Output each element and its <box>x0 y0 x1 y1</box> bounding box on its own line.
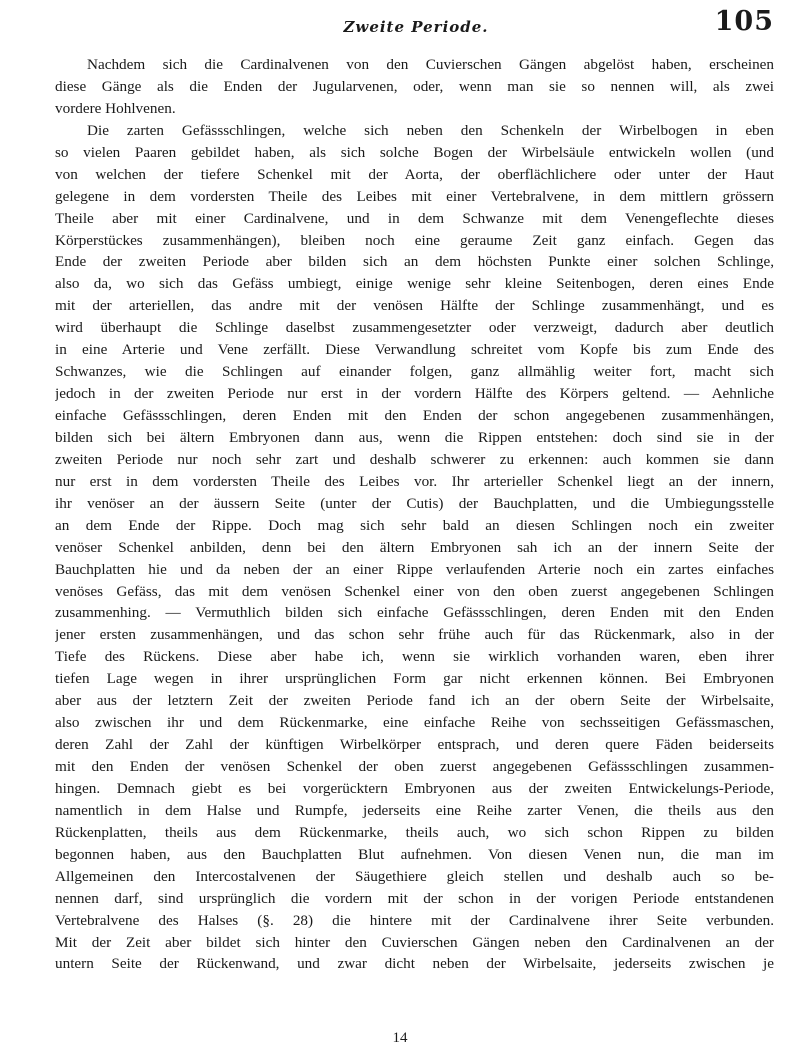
text-line: venöses Gefäss, das mit dem venösen Schenkel einer von den oben zuerst angegebenen Schlingen <box>55 582 774 600</box>
text-line: ihr venöser an der äussern Seite (unter der Cutis) der Bauchplatten, und die Umbiegungsstelle <box>55 494 774 512</box>
text-line: an dem Ende der Rippe. Doch mag sich sehr bald an diesen Schlingen noch ein zweiter <box>55 516 774 534</box>
text-line: mit den Enden der venösen Schenkel der oben zuerst angegebenen Gefässschlingen zusammen- <box>55 758 774 775</box>
text-line: nur erst in dem vordersten Theile des Leibes vor. Ihr arterieller Schenkel liegt an der innern, <box>55 472 774 490</box>
text-line: einfache Gefässschlingen, deren Enden mit den Enden der schon angegebenen zusammenhängen, <box>55 407 774 424</box>
running-title: Zweite Periode. <box>343 18 489 36</box>
text-line: mit der arteriellen, das andre mit der venösen Hälfte der Schlinge zusammenhängt, und es <box>55 297 774 315</box>
text-line: jener ersten zusammenhängen, und das schon sehr frühe auch für das Rückenmark, also in der <box>55 626 774 644</box>
text-line: gelegene in dem vordersten Theile des Leibes mit einer Vertebralvene, in dem mittlern grössern <box>55 187 774 205</box>
text-line: von welchen der tiefere Schenkel mit der Aorta, der oberflächlichere oder unter der Haut <box>55 165 774 183</box>
text-line: namentlich in dem Halse und Rumpfe, jederseits eine Reihe zarter Venen, die theils aus den <box>55 801 774 819</box>
text-line: Theile aber mit einer Cardinalvene, und in dem Schwanze mit dem Venengeflechte dieses <box>55 209 774 227</box>
text-line: aber aus der letztern Zeit der zweiten Periode fand ich an der obern Seite der Wirbelsaite, <box>55 692 774 710</box>
text-line: Vertebralvene des Halses (§. 28) die hintere mit der Cardinalvene ihrer Seite verbunden. <box>55 911 774 929</box>
text-line: nennen darf, sind ursprünglich die vordern mit der schon in der vorigen Periode entstandenen <box>55 889 774 907</box>
text-line: Allgemeinen den Intercostalvenen der Säugethiere gleich stellen und deshalb auch so be- <box>55 867 774 885</box>
text-line: zweiten Periode nur noch sehr zart und deshalb schwerer zu erkennen: auch kommen sie dann <box>55 450 774 468</box>
text-line: Bauchplatten hie und da neben der an einer Rippe verlaufenden Arterie noch ein zartes einfaches <box>55 560 774 578</box>
signature-mark: 14 <box>392 1030 408 1046</box>
text-line: also zwischen ihr und dem Rückenmarke, eine einfache Reihe von sechsseitigen Gefässmaschen, <box>55 714 774 732</box>
text-line: hingen. Demnach giebt es bei vorgerücktern Embryonen aus der zweiten Entwickelungs-Periode, <box>55 779 774 797</box>
text-line: wird überhaupt die Schlinge daselbst zusammengesetzter oder verzweigt, dadurch aber deutlich <box>55 319 774 337</box>
text-line: Tiefe des Rückens. Diese aber habe ich, wenn sie wirklich vorhanden waren, eben ihrer <box>55 648 774 666</box>
text-line: also da, wo sich das Gefäss umbiegt, einige wenige sehr kleine Seitenbogen, deren eines Ende <box>55 275 774 293</box>
text-line: Die zarten Gefässschlingen, welche sich neben den Schenkeln der Wirbelbogen in eben <box>87 121 774 139</box>
text-line: Nachdem sich die Cardinalvenen von den Cuvierschen Gängen abgelöst haben, erscheinen <box>87 56 774 73</box>
text-line: zusammenhing. — Vermuthlich bilden sich einfache Gefässschlingen, deren Enden mit den Enden <box>55 604 774 622</box>
text-line: Körperstückes zusammenhängen), bleiben noch eine geraume Zeit ganz einfach. Gegen das <box>55 231 774 249</box>
text-line: venöser Schenkel anbilden, denn bei den ältern Embryonen sah ich an der innern Seite der <box>55 538 774 556</box>
text-line: jedoch in der zweiten Periode nur erst in der vordern Hälfte des Körpers geltend. — Aehnliche <box>55 385 774 403</box>
text-line: Ende der zweiten Periode aber bilden sich an dem höchsten Punkte einer solchen Schlinge, <box>55 253 774 271</box>
text-line: deren Zahl der Zahl der künftigen Wirbelkörper entsprach, und deren quere Fäden beiderseits <box>55 736 774 754</box>
text-line: diese Gänge als die Enden der Jugularvenen, oder, wenn man sie so nennen will, als zwei <box>55 77 774 95</box>
text-line: untern Seite der Rückenwand, und zwar dicht neben der Wirbelsaite, jederseits zwischen je <box>55 955 774 973</box>
running-head <box>40 4 774 44</box>
text-line: Rückenplatten, theils aus dem Rückenmarke, theils auch, wo sich schon Rippen zu bilden <box>55 823 774 841</box>
text-line: Mit der Zeit aber bildet sich hinter den Cuvierschen Gängen neben den Cardinalvenen an der <box>55 933 774 951</box>
page-number: 105 <box>714 6 774 37</box>
text-line: tiefen Lage wegen in ihrer ursprünglichen Form gar nicht erkennen können. Bei Embryonen <box>55 670 774 688</box>
text-line: begonnen haben, aus den Bauchplatten Blut aufnehmen. Von diesen Venen nun, die man im <box>55 845 774 863</box>
body-text <box>55 54 774 975</box>
text-line: bilden sich bei ältern Embryonen dann aus, wenn die Rippen entstehen: doch sind sie in der <box>55 428 774 446</box>
text-line: Schwanzes, wie die Schlingen auf einander folgen, ganz allmählig weiter fort, macht sich <box>55 363 774 381</box>
text-line: in eine Arterie und Vene zerfällt. Diese Verwandlung schreitet vom Kopfe bis zum Ende des <box>55 341 774 359</box>
text-line: vordere Hohlvenen. <box>55 99 176 117</box>
text-line: so vielen Paaren gebildet haben, als sich solche Bogen der Wirbelsäule entwickeln wollen (und <box>55 143 774 161</box>
